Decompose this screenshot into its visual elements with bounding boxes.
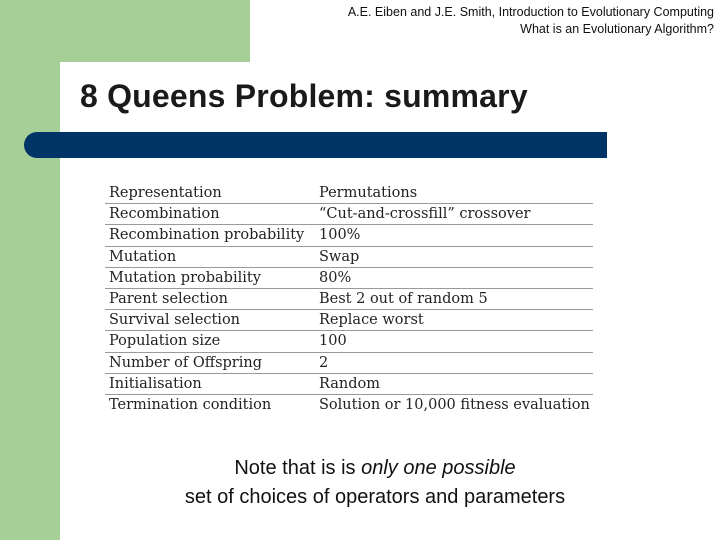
table-row — [105, 288, 593, 309]
row-value: Replace worst — [315, 310, 593, 331]
slide-title: 8 Queens Problem: summary — [80, 78, 528, 114]
row-label: Mutation probability — [105, 267, 315, 288]
row-value: 80% — [315, 267, 593, 288]
table-row — [105, 394, 593, 415]
table-row — [105, 310, 593, 331]
table-row — [105, 352, 593, 373]
row-value: 100 — [315, 331, 593, 352]
row-label: Termination condition — [109, 396, 272, 413]
row-label: Recombination — [105, 204, 315, 225]
table-row — [105, 204, 593, 225]
header-decoration — [60, 0, 250, 62]
row-value: Random — [315, 373, 593, 394]
row-label: Representation — [105, 183, 315, 204]
note-line2: set of choices of operators and parameters — [184, 486, 566, 508]
sidebar-decoration — [0, 0, 60, 540]
row-value: 100% — [315, 225, 593, 246]
table-row — [105, 373, 593, 394]
note-text — [120, 454, 630, 512]
row-label: Survival selection — [105, 310, 315, 331]
row-value: 2 — [315, 352, 593, 373]
row-label: Mutation — [105, 246, 315, 267]
slide-header — [348, 4, 714, 38]
table-row — [105, 246, 593, 267]
row-value: Solution or 10,000 fitness evaluation — [319, 396, 590, 413]
table-row — [105, 225, 593, 246]
table-row — [105, 183, 593, 204]
row-label: Initialisation — [105, 373, 315, 394]
row-label: Number of Offspring — [105, 352, 315, 373]
note-emphasis: only one possible — [361, 457, 516, 479]
title-rule — [24, 132, 607, 158]
note-part1: Note that is is — [234, 457, 362, 479]
summary-table — [105, 183, 593, 419]
row-value: Best 2 out of random 5 — [315, 288, 593, 309]
row-label: Recombination probability — [105, 225, 315, 246]
table-row — [105, 267, 593, 288]
row-value: “Cut-and-crossfill” crossover — [315, 204, 593, 225]
header-line-1: A.E. Eiben and J.E. Smith, Introduction to Evolutionary Computing — [347, 5, 714, 19]
table-row — [105, 331, 593, 352]
header-line-2: What is an Evolutionary Algorithm? — [520, 22, 714, 36]
row-label: Parent selection — [105, 288, 315, 309]
row-value: Permutations — [315, 183, 593, 204]
row-value: Swap — [315, 246, 593, 267]
row-label: Population size — [105, 331, 315, 352]
